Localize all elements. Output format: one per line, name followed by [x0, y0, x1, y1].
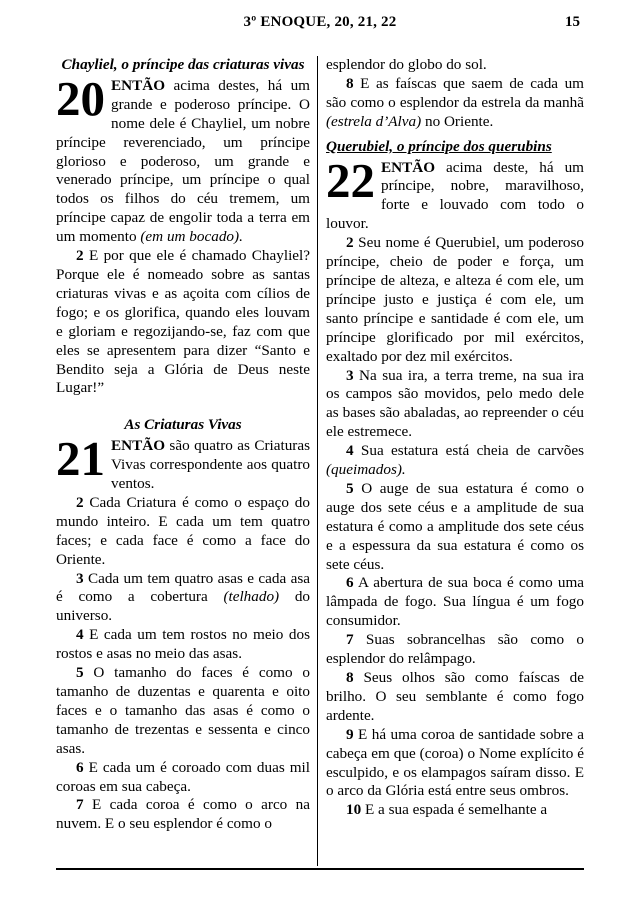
verse-number: 2: [76, 493, 84, 511]
verse-number: 5: [346, 479, 354, 497]
verse-number: 7: [76, 796, 84, 814]
verse-text: O auge de sua estatura é como o auge dos sete céus e a amplitude de sua estatura é como a amplitude dos sete céus e a espessura da sua estatura é como os sete céus.: [326, 479, 584, 573]
verse-number: 5: [76, 664, 84, 682]
verse-text: Sua estatura está cheia de carvões: [353, 442, 584, 460]
verse-gloss: (estrela d’Alva): [326, 112, 422, 130]
chapter-21-verse-6: [56, 759, 310, 797]
verse-text: E cada um é coroado com duas mil coroas em sua cabeça.: [56, 758, 310, 795]
right-column: [326, 56, 584, 820]
chapter-21-title: As Criaturas Vivas: [124, 416, 242, 434]
page-header: [56, 8, 584, 36]
chapter-21-verse-8: [326, 75, 584, 132]
chapter-20-number: 20: [56, 70, 105, 126]
chapter-22-verse-1: [326, 152, 584, 235]
verse-text: Na sua ira, a terra treme, na sua ira os campos são movidos, pelo medo dele as bases são abaladas, ao repreender o céu ele estremece.: [326, 366, 584, 441]
verse-number: 6: [346, 574, 354, 592]
running-title: 3º ENOQUE, 20, 21, 22: [243, 14, 397, 30]
column-divider: [317, 56, 318, 866]
chapter-22-lead: ENTÃO: [381, 158, 436, 176]
verse-text: E as faíscas que saem de cada um são como o esplendor da estrela da manhã: [326, 74, 584, 111]
chapter-21-verse-7: [56, 796, 310, 834]
verse-gloss: (queimados).: [326, 461, 406, 479]
verse-text: acima deste, há um príncipe, nobre, maravilhoso, forte e louvado com todo o louvor.: [326, 158, 584, 233]
verse-text: acima destes, há um grande e poderoso príncipe. O nome dele é Chayliel, um nobre príncipe reverenciado, um príncipe glorioso e poderoso, um grande e venerado príncipe, um príncipe o qual todos os filhos do céu tremem, um príncipe capaz de engolir toda a terra em um momento: [56, 76, 310, 246]
chapter-22-verse-2: [326, 234, 584, 366]
chapter-21-verse-1: [56, 431, 310, 494]
verse-text: no Oriente.: [421, 112, 494, 130]
verse-text: Cada um tem quatro asas e cada asa é como a cobertura: [56, 569, 310, 606]
verse-number: 7: [346, 631, 354, 649]
verse-number: 8: [346, 74, 354, 92]
verse-text: esplendor do globo do sol.: [326, 56, 487, 73]
chapter-20-verse-1: [56, 70, 310, 247]
chapter-22-verse-8: [326, 669, 584, 726]
chapter-21-verse-4: [56, 626, 310, 664]
verse-number: 3: [346, 366, 354, 384]
verse-text: Suas sobrancelhas são como o esplendor do relâmpago.: [326, 631, 584, 668]
verse-text: Seus olhos são como faíscas de brilho. O seu semblante é como fogo ardente.: [326, 669, 584, 724]
chapter-21-verse-2: [56, 494, 310, 570]
chapter-21-number: 21: [56, 431, 105, 487]
chapter-22-verse-3: [326, 367, 584, 443]
chapter-22-verse-7: [326, 631, 584, 669]
bottom-rule: [56, 868, 584, 870]
chapter-22-verse-5: [326, 480, 584, 575]
chapter-20-title: Chayliel, o príncipe das criaturas vivas: [61, 56, 305, 73]
verse-number: 10: [346, 801, 362, 819]
chapter-22-verse-6: [326, 574, 584, 631]
verse-text: E a sua espada é semelhante a: [361, 801, 548, 819]
chapter-22-verse-4: [326, 442, 584, 480]
chapter-21-lead: ENTÃO: [111, 437, 166, 455]
chapter-21: [56, 431, 311, 834]
verse-number: 9: [346, 725, 354, 743]
verse-number: 4: [346, 442, 354, 460]
verse-text: Cada Criatura é como o espaço do mundo inteiro. E cada um tem quatro faces; e cada face é como a face do Oriente.: [56, 493, 310, 568]
verse-text: E por que ele é chamado Chayliel? Porque ele é nomeado sobre as santas criaturas vivas e as açoita com cílios de fogo; e os glorifica, quando eles louvam e gloriam e regozijando-se, faz com que eles se apresentem para dizer “Santo e Bendito seja a Glória de Deus neste Lugar!”: [56, 247, 310, 397]
chapter-21-verse-5: [56, 664, 310, 759]
verse-number: 4: [76, 626, 84, 644]
chapter-22: [326, 152, 584, 821]
verse-number: 3: [76, 569, 84, 587]
chapter-22-title: Querubiel, o príncipe dos querubins: [326, 137, 552, 155]
verse-text: E há uma coroa de santidade sobre a cabeça em que (coroa) o Nome explícito é esculpido, e os elampagos saíram disso. E o arco da Glória está entre seus ombros.: [326, 725, 584, 800]
verse-number: 2: [346, 234, 354, 252]
verse-text: O tamanho do faces é como o tamanho de duzentas e quarenta e oito faces e o tamanho das asas é como o tamanho de trezentas e sessenta e cinco asas.: [56, 664, 310, 757]
left-column: [56, 56, 310, 834]
chapter-20-verse-2: [56, 247, 310, 398]
page-number: 15: [565, 14, 580, 30]
verse-text: Seu nome é Querubiel, um poderoso príncipe, cheio de poder e força, um príncipe de alteza, e alteza é com ele, um príncipe justo e justiça é com ele, um santo príncipe e santidade é com ele, um príncipe glorificado por mil exércitos, exaltado por dez mil exércitos.: [326, 234, 584, 365]
verse-number: 8: [346, 669, 354, 686]
verse-text: E cada um tem rostos no meio dos rostos e asas no meio das asas.: [56, 626, 310, 663]
verse-number: 6: [76, 758, 84, 776]
verse-number: 2: [76, 247, 84, 265]
chapter-20-lead: ENTÃO: [111, 76, 166, 94]
verse-text: A abertura de sua boca é como uma lâmpada de fogo. Sua língua é um fogo consumidor.: [326, 574, 584, 630]
verse-gloss: (em um bocado).: [140, 228, 243, 246]
chapter-20: [56, 70, 310, 398]
chapter-22-verse-9: [326, 726, 584, 802]
verse-text: do universo.: [56, 588, 311, 625]
chapter-21-verse-3: [56, 570, 310, 627]
continuation-text: [326, 56, 584, 75]
verse-text: E cada coroa é como o arco na nuvem. E o seu esplendor é como o: [56, 796, 310, 833]
chapter-22-verse-10: [326, 801, 584, 820]
verse-gloss: (telhado): [223, 588, 280, 606]
verse-text: são quatro as Criaturas Vivas correspondente aos quatro ventos.: [111, 437, 310, 493]
chapter-22-number: 22: [326, 152, 375, 208]
